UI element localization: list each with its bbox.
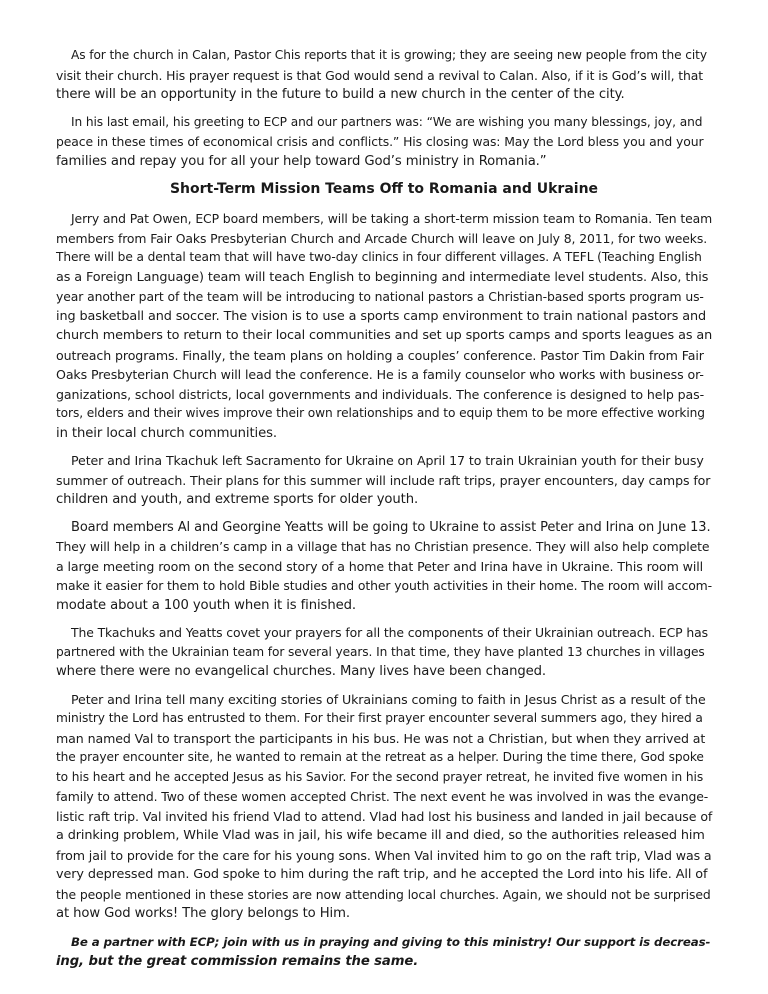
text-line: at how God works! The glory belongs to Him. [56,906,350,921]
text-line: They will help in a children’s camp in a village that has no Christian presence. They will also help complete [56,539,710,554]
text-line: There will be a dental team that will have two-day clinics in four different villages. A TEFL (Teaching English [56,250,702,264]
text-line: year another part of the team will be introducing to national pastors a Christian-based sports program us- [56,289,704,304]
text-line: children and youth, and extreme sports for older youth. [56,492,419,507]
text-line: modate about a 100 youth when it is finished. [56,597,356,613]
text-line: there will be an opportunity in the future to build a new church in the center of the city. [56,87,625,102]
text-line: partnered with the Ukrainian team for several years. In that time, they have planted 13 churches in villages [56,644,705,659]
text-line: peace in these times of economical crisis and conflicts.” His closing was: May the Lord bless you and your [56,134,704,149]
text-line: In his last email, his greeting to ECP and our partners was: “We are wishing you many blessings, joy, and [71,114,703,129]
text-line: outreach programs. Finally, the team plans on holding a couples’ conference. Pastor Tim Dakin from Fair [56,347,704,363]
text-line: Peter and Irina tell many exciting stories of Ukrainians coming to faith in Jesus Christ as a result of the [71,691,706,707]
text-line: ing basketball and soccer. The vision is to use a sports camp environment to train national pastors and [56,308,707,324]
paragraph-owen-team [56,209,712,443]
text-line: make it easier for them to hold Bible studies and other youth activities in their home. The room will accom- [56,578,713,593]
document-page [56,46,712,980]
text-line: Oaks Presbyterian Church will lead the conference. He is a family counselor who works with business or- [56,367,704,382]
text-line: listic raft trip. Val invited his friend Vlad to attend. Vlad had lost his business and landed in jail because of [56,808,713,824]
text-line: church members to return to their local communities and set up sports camps and sports leagues as an [56,328,713,343]
text-line: from jail to provide for the care for his young sons. When Val invited him to go on the raft trip, Vlad was a [56,847,712,863]
text-line: As for the church in Calan, Pastor Chis reports that it is growing; they are seeing new people from the city [71,48,707,62]
text-line: The Tkachuks and Yeatts covet your prayers for all the components of their Ukrainian outreach. ECP has [71,625,708,640]
text-line: Peter and Irina Tkachuk left Sacramento for Ukraine on April 17 to train Ukrainian youth for their busy [71,453,704,468]
text-line: to his heart and he accepted Jesus as his Savior. For the second prayer retreat, he invited five women in his [56,769,704,784]
text-line: ministry the Lord has entrusted to them. For their first prayer encounter several summers ago, they hired a [56,711,703,725]
paragraph-prayers [56,623,712,682]
text-line: Jerry and Pat Owen, ECP board members, will be taking a short-term mission team to Romania. Ten team [71,211,713,226]
text-line: ganizations, school districts, local governments and individuals. The conference is designed to help pas- [56,386,705,402]
text-line: tors, elders and their wives improve their own relationships and to equip them to be more effective working [56,406,705,420]
section-heading: Short-Term Mission Teams Off to Romania and Ukraine [169,181,599,197]
text-line: the prayer encounter site, he wanted to remain at the retreat as a helper. During the time there, God spoke [56,750,704,764]
text-line: the people mentioned in these stories are now attending local churches. Again, we should not be surprised [56,886,711,902]
paragraph-email [56,113,712,172]
paragraph-calan [56,46,712,105]
text-line: as a Foreign Language) team will teach English to beginning and intermediate level students. Also, this [56,269,709,285]
text-line: Be a partner with ECP; join with us in praying and giving to this ministry! Our support is decreas- [71,934,711,949]
paragraph-stories [56,690,712,924]
closing-appeal [56,932,712,972]
text-line: summer of outreach. Their plans for this summer will include raft trips, prayer encounters, day camps for [56,472,711,488]
text-line: a large meeting room on the second story of a home that Peter and Irina have in Ukraine. This room will [56,558,704,574]
paragraph-yeatts [56,518,712,616]
text-line: visit their church. His prayer request is that God would send a revival to Calan. Also, if it is God’s will, that [56,67,704,83]
text-line: man named Val to transport the participants in his bus. He was not a Christian, but when they arrived at [56,730,706,746]
text-line: very depressed man. God spoke to him during the raft trip, and he accepted the Lord into his life. All of [56,867,708,882]
text-line: family to attend. Two of these women accepted Christ. The next event he was involved in was the evange- [56,789,709,804]
text-line: families and repay you for all your help toward God’s ministry in Romania.” [56,153,547,169]
paragraph-tkachuk [56,451,712,510]
text-line: members from Fair Oaks Presbyterian Church and Arcade Church will leave on July 8, 2011, for two weeks. [56,230,708,246]
text-line: ing, but the great commission remains the same. [56,953,419,969]
text-line: in their local church communities. [56,425,277,441]
text-line: Board members Al and Georgine Yeatts will be going to Ukraine to assist Peter and Irina on June 13. [71,519,711,535]
text-line: where there were no evangelical churches. Many lives have been changed. [56,664,546,679]
text-line: a drinking problem, While Vlad was in jail, his wife became ill and died, so the authorities released him [56,828,705,843]
